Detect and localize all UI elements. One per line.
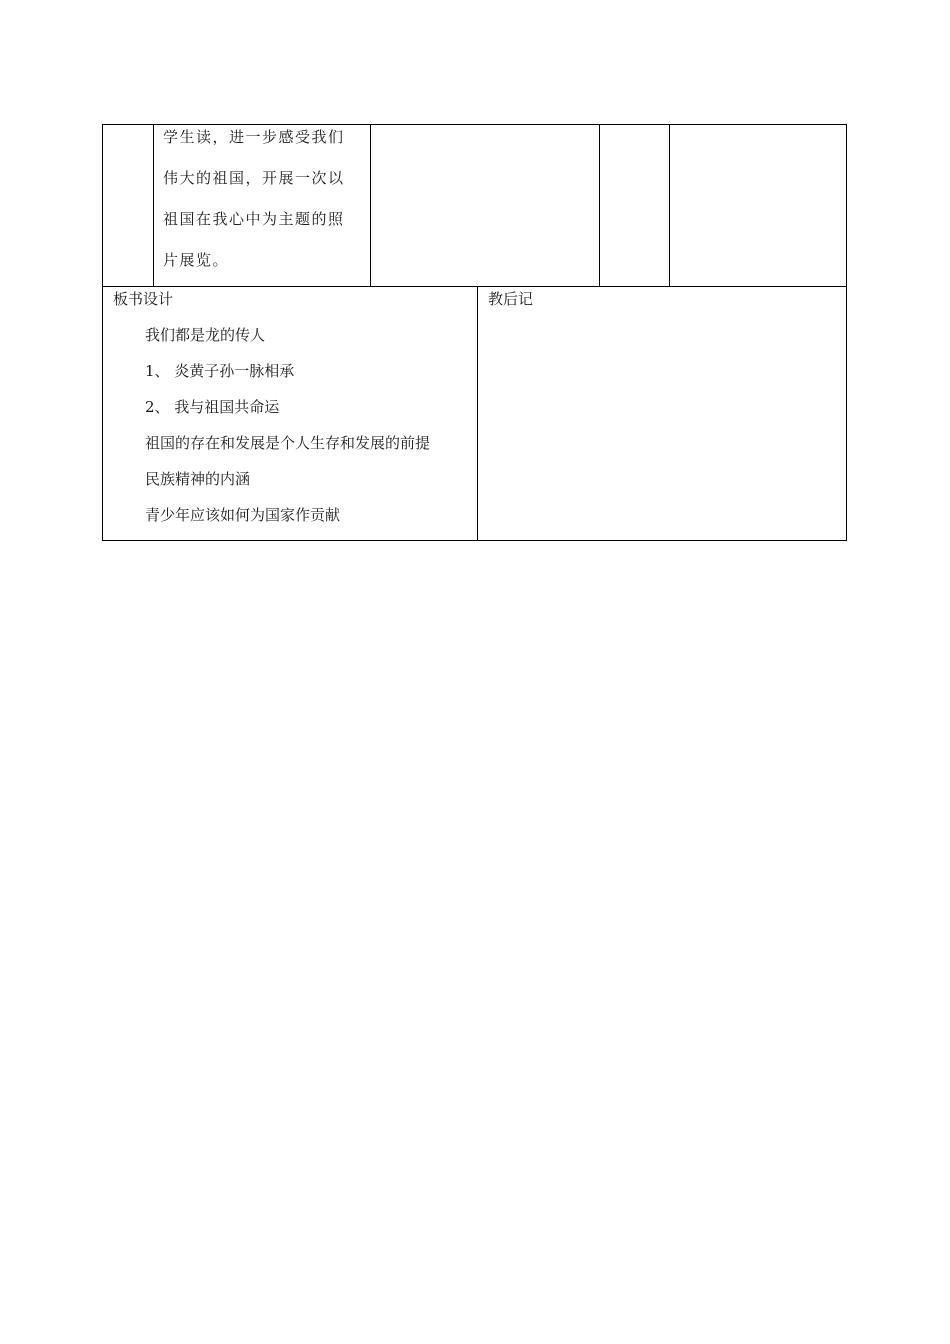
table-border-top [102, 124, 847, 125]
upper-col-divider-4 [669, 124, 670, 286]
activity-line: 学生读，进一步感受我们 [163, 128, 345, 146]
board-design-line: 1、 炎黄子孙一脉相承 [145, 362, 295, 380]
board-design-line: 民族精神的内涵 [145, 470, 251, 488]
table-border-right [846, 124, 847, 541]
activity-line: 祖国在我心中为主题的照 [163, 210, 345, 228]
upper-col-divider-2 [370, 124, 371, 286]
board-design-line: 2、 我与祖国共命运 [145, 398, 280, 416]
activity-line: 片展览。 [163, 251, 230, 269]
activity-line: 伟大的祖国，开展一次以 [163, 169, 345, 187]
table-border-bottom [102, 540, 847, 541]
board-design-line: 祖国的存在和发展是个人生存和发展的前提 [145, 434, 431, 452]
board-design-line: 我们都是龙的传人 [145, 326, 266, 344]
upper-col-divider-3 [599, 124, 600, 286]
board-design-heading: 板书设计 [113, 290, 174, 308]
upper-col-divider-1 [153, 124, 154, 286]
reflection-heading: 教后记 [488, 290, 534, 308]
board-design-line: 青少年应该如何为国家作贡献 [145, 506, 341, 524]
lower-col-divider [477, 286, 478, 540]
table-border-middle [102, 286, 847, 287]
table-border-left [102, 124, 103, 541]
